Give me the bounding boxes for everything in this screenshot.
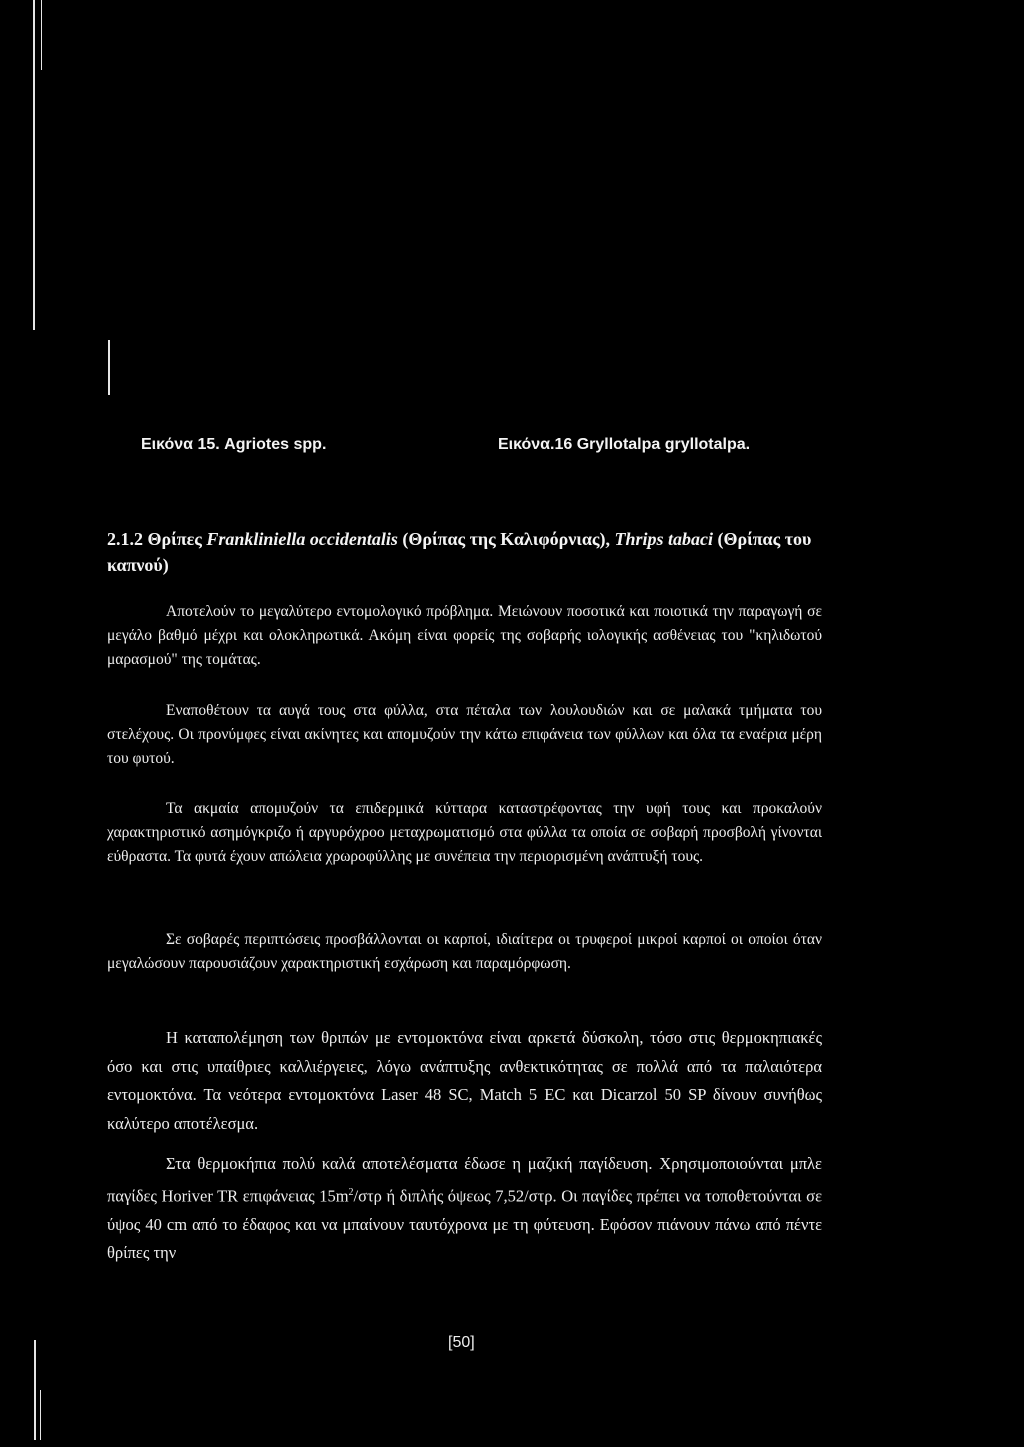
section-number: 2.1.2 bbox=[107, 529, 143, 549]
paragraph: Σε σοβαρές περιπτώσεις προσβάλλονται οι καρποί, ιδιαίτερα οι τρυφεροί μικροί καρποί οι οποίοι όταν μεγαλώσουν παρουσιάζουν χαρακτηριστική εσχάρωση και παραμόρφωση. bbox=[107, 931, 822, 972]
paragraph: Η καταπολέμηση των θριπών με εντομοκτόνα είναι αρκετά δύσκολη, τόσο στις θερμοκηπιακές όσο και στις υπαίθριες καλλιέργειες, λόγω ανάπτυξης ανθεκτικότητας σε πολλά από τα παλαιότερα εντομοκτόνα. Τα νεότερα εντομοκτόνα Laser 48 SC, Match 5 EC και Dicarzol 50 SP δίνουν συνήθως καλύτερο αποτέλεσμα. bbox=[107, 1028, 822, 1133]
figure-caption-16: Εικόνα.16 Gryllotalpa gryllotalpa. bbox=[498, 436, 751, 453]
paragraph: Στα θερμοκήπια πολύ καλά αποτελέσματα έδωσε η μαζική παγίδευση. Χρησιμοποιούνται μπλε παγίδες Horiver TR επιφάνειας $15m^2$/στρ ή διπλής όψεως 7,52/στρ. Οι παγίδες πρέπει να τοποθετούνται σε ύψος 40 cm από το έδαφος και να μπαίνουν ταυτόχρονα με τη φύτευση. Εφόσον πιάνουν πάνω από πέντε θρίπες την bbox=[107, 1154, 822, 1262]
figure-caption-15: Εικόνα 15. Agriotes spp. bbox=[141, 436, 327, 453]
scan-edge-line bbox=[108, 340, 110, 395]
paragraph: Αποτελούν το μεγαλύτερο εντομολογικό πρόβλημα. Μειώνουν ποσοτικά και ποιοτικά την παραγωγή σε μεγάλο βαθμό μέχρι και ολοκληρωτικά. Ακόμη είναι φορείς της σοβαρής ιολογικής ασθένειας του "κηλιδωτού μαρασμού" της τομάτας. bbox=[107, 603, 822, 668]
paragraph: Τα ακμαία απομυζούν τα επιδερμικά κύτταρα καταστρέφοντας την υφή τους και προκαλούν χαρακτηριστικό ασημόγκριζο ή αργυρόχροο μεταχρωματισμό στα φύλλα τα οποία σε σοβαρή προσβολή γίνονται εύθραστα. Τα φυτά έχουν απώλεια χρωροφύλλης με συνέπεια την περιορισμένη ανάπτυξή τους. bbox=[107, 800, 822, 865]
heading-text: (Θρίπας της Καλιφόρνιας), bbox=[402, 529, 610, 549]
species-name: Frankliniella occidentalis bbox=[206, 529, 398, 549]
page-number: [50] bbox=[448, 1334, 475, 1351]
superscript: 2 bbox=[348, 1186, 354, 1198]
scan-edge-line bbox=[33, 0, 35, 330]
paragraph: Εναποθέτουν τα αυγά τους στα φύλλα, στα πέταλα των λουλουδιών και σε μαλακά τμήματα του στελέχους. Οι προνύμφες είναι ακίνητες και απομυζούν την κάτω επιφάνεια των φύλλων και όλα τα εναέρια μέρη του φυτού. bbox=[107, 702, 822, 767]
heading-text: (Θρίπας του καπνού) bbox=[107, 529, 812, 575]
section-heading bbox=[107, 526, 822, 578]
scan-edge-line bbox=[34, 1340, 36, 1440]
scan-edge-line bbox=[40, 1390, 41, 1440]
heading-text: Θρίπες bbox=[147, 529, 202, 549]
scan-edge-line bbox=[41, 0, 42, 70]
species-name: Thrips tabaci bbox=[614, 529, 713, 549]
